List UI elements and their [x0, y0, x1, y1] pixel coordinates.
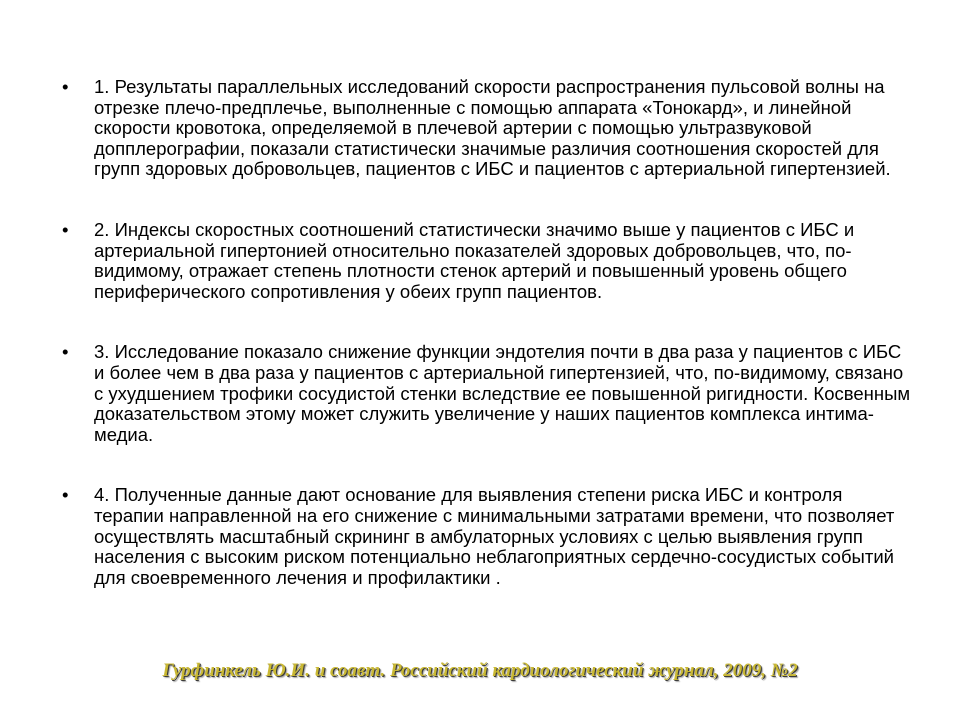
- list-item: [62, 342, 912, 445]
- list-item-text: 1. Результаты параллельных исследований скорости распространения пульсовой волны на отрезке плечо-предплечье, выполненные с помощью аппарата «Тонокард», и линейной скорости кровотока, определяемой в плечевой артерии с помощью ультразвуковой допплерографии, показали статистически значимые различия соотношения скоростей для групп здоровых добровольцев, пациентов с ИБС и пациентов с артериальной гипертензией.: [94, 76, 891, 180]
- list-item-text: 3. Исследование показало снижение функции эндотелия почти в два раза у пациентов с ИБС и более чем в два раза у пациентов с артериальной гипертензией, что, по-видимому, связано с ухудшением трофики сосудистой стенки вследствие ее повышенной ригидности. Косвенным доказательством этому может служить увеличение у наших пациентов комплекса интима-медиа.: [94, 341, 911, 445]
- conclusions-list: [62, 77, 912, 588]
- list-item: [62, 485, 912, 588]
- list-item: [62, 77, 912, 180]
- source-citation: Гурфинкель Ю.И. и соавт. Российский кардиологический журнал, 2009, №2: [162, 660, 798, 681]
- bullet-icon: •: [62, 76, 69, 97]
- list-item-text: 2. Индексы скоростных соотношений статистически значимо выше у пациентов с ИБС и артериальной гипертонией относительно показателей здоровых добровольцев, что, по-видимому, отражает степень плотности стенок артерий и повышенный уровень общего периферического сопротивления у обеих групп пациентов.: [94, 218, 855, 302]
- bullet-icon: •: [62, 218, 69, 240]
- list-item-text: 4. Полученные данные дают основание для выявления степени риска ИБС и контроля терапии направленной на его снижение с минимальными затратами времени, что позволяет осуществлять масштабный скрининг в амбулаторных условиях с целью выявления групп населения с высоким риском потенциально неблагоприятных сердечно-сосудистых событий для своевременного лечения и профилактики .: [94, 484, 895, 588]
- bullet-icon: •: [62, 484, 69, 506]
- bullet-icon: •: [62, 341, 69, 363]
- list-item: [62, 220, 912, 302]
